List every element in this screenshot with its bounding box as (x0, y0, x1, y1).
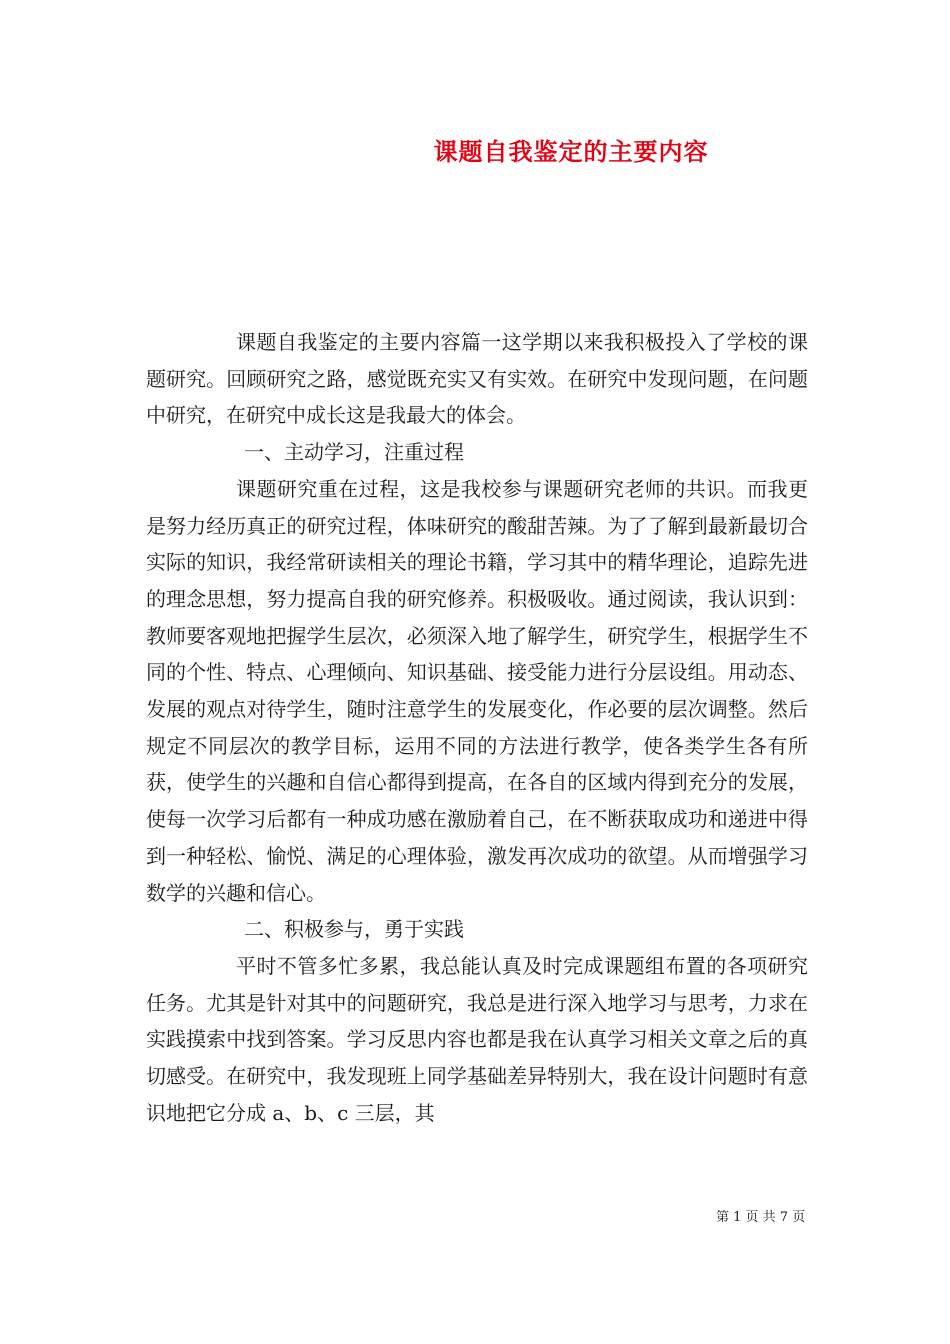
section-heading-1: 一、主动学习，注重过程 (244, 440, 464, 465)
section-heading-2: 二、积极参与，勇于实践 (244, 917, 464, 942)
document-body (146, 324, 808, 1131)
paragraph-section-2: 平时不管多忙多累，我总能认真及时完成课题组布置的各项研究任务。尤其是针对其中的问题研究，我总是进行深入地学习与思考，力求在实践摸索中找到答案。学习反思内容也都是我在认真学习相关文章之后的真切感受。在研究中，我发现班上同学基础差异特别大，我在设计问题时有意识地把它分成 a、b、c 三层，其 (146, 953, 808, 1125)
paragraph-section-1: 课题研究重在过程，这是我校参与课题研究老师的共识。而我更是努力经历真正的研究过程，体味研究的酸甜苦辣。为了了解到最新最切合实际的知识，我经常研读相关的理论书籍，学习其中的精华理论，追踪先进的理念思想，努力提高自我的研究修养。积极吸收。通过阅读，我认识到：教师要客观地把握学生层次，必须深入地了解学生，研究学生，根据学生不同的个性、特点、心理倾向、知识基础、接受能力进行分层设组。用动态、发展的观点对待学生，随时注意学生的发展变化，作必要的层次调整。然后规定不同层次的教学目标，运用不同的方法进行教学，使各类学生各有所获，使学生的兴趣和自信心都得到提高，在各自的区域内得到充分的发展，使每一次学习后都有一种成功感在激励着自己，在不断获取成功和递进中得到一种轻松、愉悦、满足的心理体验，激发再次成功的欲望。从而增强学习数学的兴趣和信心。 (146, 476, 808, 905)
document-title: 课题自我鉴定的主要内容 (433, 137, 709, 166)
paragraph-intro: 课题自我鉴定的主要内容篇一这学期以来我积极投入了学校的课题研究。回顾研究之路，感觉既充实又有实效。在研究中发现问题，在问题中研究，在研究中成长这是我最大的体会。 (146, 330, 808, 428)
page-footer: 第 1 页 共 7 页 (716, 1210, 806, 1225)
